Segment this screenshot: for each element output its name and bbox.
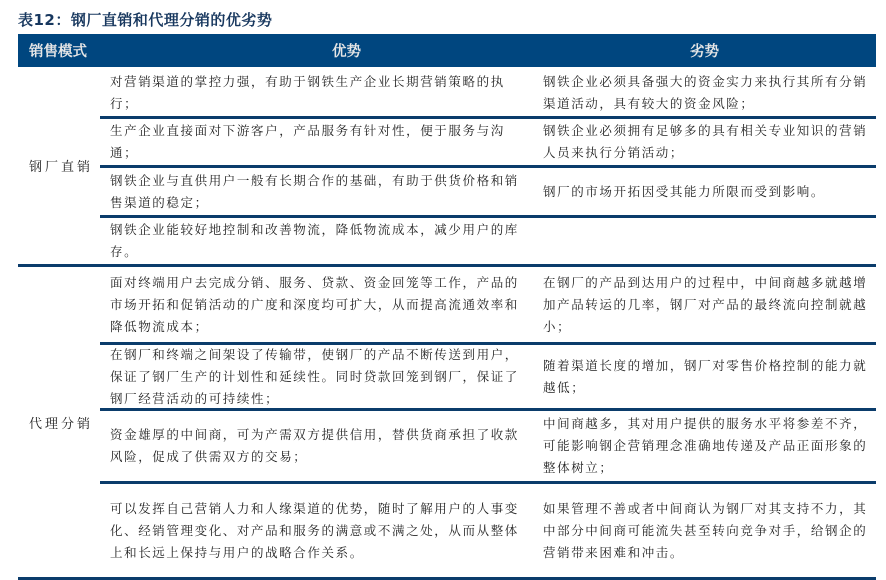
advantage-cell: 在钢厂和终端之间架设了传输带，使钢厂的产品不断传送到用户，保证了钢厂生产的计划性和延续性。同时贷款回笼到钢厂，保证了钢厂经营活动的可持续性； — [110, 346, 519, 406]
group-agent-distribution — [18, 267, 876, 580]
advantage-cell: 可以发挥自己营销人力和人缘渠道的优势，随时了解用户的人事变化、经销管理变化、对产品和服务的满意或不满之处，从而从整体上和长远上保持与用户的战略合作关系。 — [110, 500, 519, 560]
header-sales-mode: 销售模式 — [29, 44, 87, 60]
advantage-cell: 钢铁企业与直供用户一般有长期合作的基础，有助于供货价格和销售渠道的稳定； — [110, 172, 519, 210]
table-row — [100, 70, 876, 119]
table-row — [100, 484, 876, 577]
disadvantage-cell: 随着渠道长度的增加，钢厂对零售价格控制的能力就越低； — [543, 357, 868, 395]
table-row — [100, 267, 876, 345]
table-row — [100, 168, 876, 218]
disadvantage-cell: 如果管理不善或者中间商认为钢厂对其支持不力，其中部分中间商可能流失甚至转向竞争对手，给钢企的营销带来困难和冲击。 — [543, 500, 868, 560]
sales-mode-label: 钢厂直销 — [29, 160, 94, 175]
sales-mode-label: 代理分销 — [29, 416, 94, 432]
table-row — [100, 345, 876, 411]
header-disadvantages: 劣势 — [690, 44, 719, 60]
table-caption: 表12：钢厂直销和代理分销的优劣势 — [18, 11, 273, 29]
table-header — [18, 34, 876, 67]
disadvantage-cell: 钢铁企业必须拥有足够多的具有相关专业知识的营销人员来执行分销活动； — [543, 123, 868, 160]
header-advantages: 优势 — [332, 44, 361, 60]
advantage-cell: 面对终端用户去完成分销、服务、贷款、资金回笼等工作，产品的市场开拓和促销活动的广度和深度均可扩大，从而提高流通效率和降低物流成本； — [110, 274, 519, 334]
table-row — [100, 119, 876, 168]
disadvantage-cell: 在钢厂的产品到达用户的过程中，中间商越多就越增加产品转运的几率，钢厂对产品的最终流向控制就越小； — [543, 274, 868, 334]
disadvantage-cell: 钢厂的市场开拓因受其能力所限而受到影响。 — [543, 183, 826, 199]
advantage-cell: 钢铁企业能较好地控制和改善物流，降低物流成本，减少用户的库存。 — [110, 222, 519, 259]
table-row — [100, 218, 876, 264]
advantage-cell: 对营销渠道的掌控力强，有助于钢铁生产企业长期营销策略的执行； — [110, 74, 505, 111]
disadvantage-cell — [533, 218, 876, 264]
advantage-cell: 生产企业直接面对下游客户，产品服务有针对性，便于服务与沟通； — [110, 123, 505, 160]
disadvantage-cell: 中间商越多，其对用户提供的服务水平将参差不齐，可能影响钢企营销理念准确地传递及产品正面形象的整体树立； — [543, 416, 868, 475]
advantage-cell: 资金雄厚的中间商，可为产需双方提供信用，替供货商承担了收款风险，促成了供需双方的交易； — [110, 427, 519, 464]
group-direct-sales — [18, 67, 876, 267]
disadvantage-cell: 钢铁企业必须具备强大的资金实力来执行其所有分销渠道活动，具有较大的资金风险； — [543, 74, 868, 111]
table-row — [100, 411, 876, 484]
comparison-table — [18, 34, 876, 580]
